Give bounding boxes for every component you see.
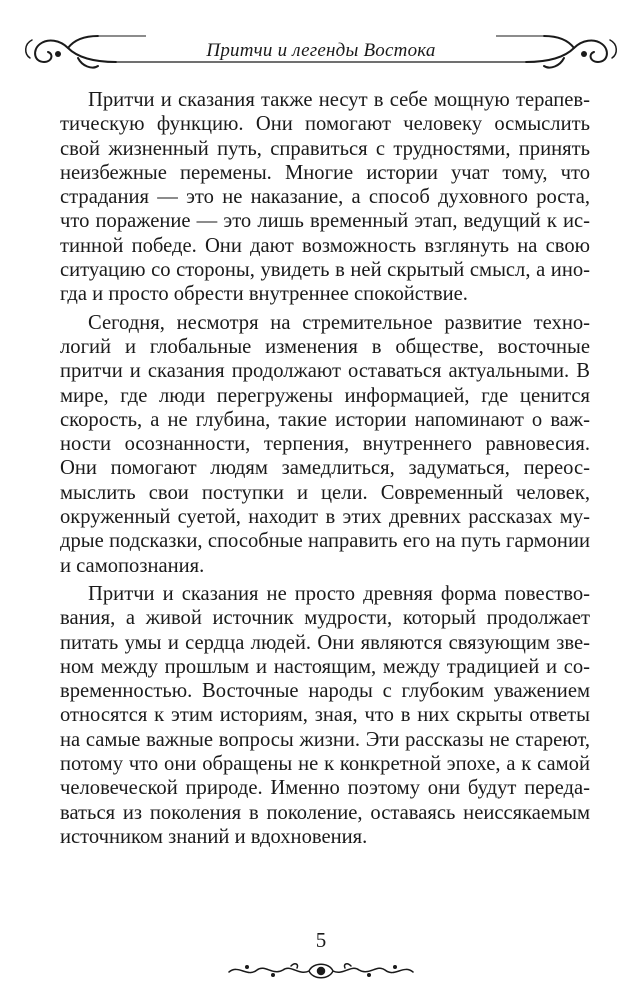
paragraph: Сегодня, несмотря на стремительное развитие технологий и глобальные изменения в обществе, восточные притчи и сказания продолжают оставаться актуальными. В мире, где люди перегружены информацией, где ценится скорость, а не глубина, такие истории напоминают о важности осознанности, терпения, внутреннего равновесия. Они помогают людям замедлиться, задуматься, переосмыслить свои поступки и цели. Современный человек, окруженный суетой, находит в этих древних рассказах мудрые подсказки, способные направить его на путь гармонии и самопознания. [60, 311, 590, 577]
paragraph: Притчи и сказания также несут в себе мощную терапевтическую функцию. Они помогают человеку осмыслить свой жизненный путь, справиться с трудностями, принять неизбежные перемены. Многие истории учат тому, что страдания — это не наказание, а способ духовного роста, что поражение — это лишь временный этап, ведущий к истинной победе. Они дают возможность взглянуть на свою ситуацию со стороны, увидеть в ней скрытый смысл, а иногда и просто обрести внутреннее спокойствие. [60, 89, 590, 306]
paragraph: Притчи и сказания не просто древняя форма повествования, а живой источник мудрости, который продолжает питать умы и сердца людей. Они являются связующим звеном между прошлым и настоящим, между традицией и современностью. Восточные народы с глубоким уважением относятся к этим историям, зная, что в них скрыты ответы на самые важные вопросы жизни. Эти рассказы не стареют, потому что они обращены не к конкретной эпохе, а к самой человеческой природе. Именно поэтому они будут передаваться из поколения в поколение, оставаясь неиссякаемым источником знаний и вдохновения. [60, 582, 590, 848]
page-number: 5 [315, 928, 327, 952]
body-text [60, 88, 590, 849]
floral-vine-icon [225, 958, 417, 984]
header-title: Притчи и легенды Востока [206, 40, 436, 61]
running-header [18, 28, 624, 76]
